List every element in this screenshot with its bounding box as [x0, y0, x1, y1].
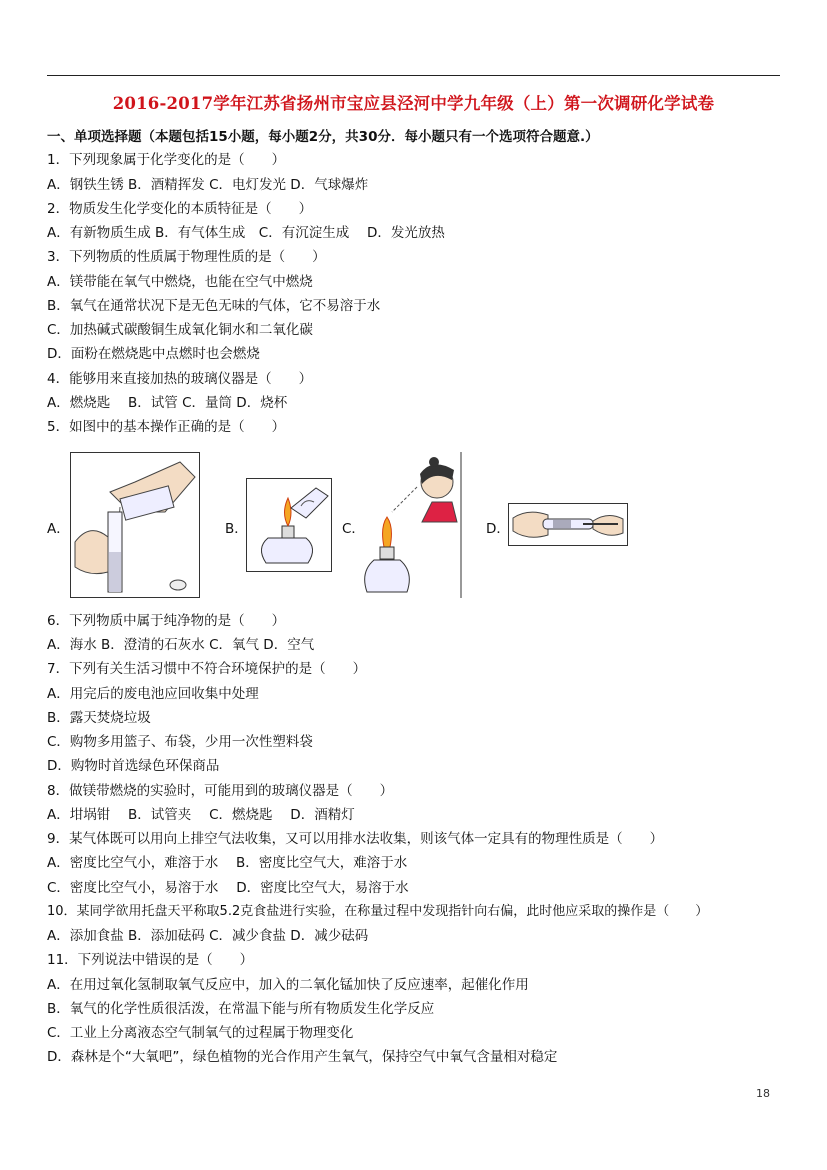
- question-line: 2．物质发生化学变化的本质特征是（ ）: [47, 201, 313, 217]
- question-line: A．燃烧匙 B．试管 C．量筒 D．烧杯: [47, 395, 288, 411]
- question-line: A．钢铁生锈 B．酒精挥发 C．电灯发光 D．气球爆炸: [47, 177, 369, 193]
- pouring-liquid-illustration: [70, 452, 200, 598]
- question-line: A．镁带能在氧气中燃烧，也能在空气中燃烧: [47, 274, 313, 290]
- question-line: 11．下列说法中错误的是（ ）: [47, 952, 254, 968]
- header-rule: [47, 75, 780, 76]
- question-line: A．用完后的废电池应回收集中处理: [47, 686, 259, 702]
- question-line: A．海水 B．澄清的石灰水 C．氧气 D．空气: [47, 637, 315, 653]
- question-line: D．面粉在燃烧匙中点燃时也会燃烧: [47, 346, 260, 362]
- question-line: C．购物多用篮子、布袋，少用一次性塑料袋: [47, 734, 313, 750]
- question-line: B．氧气的化学性质很活泼，在常温下能与所有物质发生化学反应: [47, 1001, 435, 1017]
- question-line: 7．下列有关生活习惯中不符合环境保护的是（ ）: [47, 661, 367, 677]
- question-line: 9．某气体既可以用向上排空气法收集，又可以用排水法收集，则该气体一定具有的物理性质是（ ）: [47, 831, 664, 847]
- question-line: C．加热碱式碳酸铜生成氧化铜水和二氧化碳: [47, 322, 313, 338]
- question-line: 5．如图中的基本操作正确的是（ ）: [47, 419, 286, 435]
- blowing-out-lamp-illustration: [362, 452, 462, 598]
- question-line: C．工业上分离液态空气制氧气的过程属于物理变化: [47, 1025, 354, 1041]
- question-line: 6．下列物质中属于纯净物的是（ ）: [47, 613, 286, 629]
- paper-title: 2016-2017学年江苏省扬州市宝应县泾河中学九年级（上）第一次调研化学试卷: [112, 94, 715, 113]
- figure-label-b: B．: [225, 521, 248, 537]
- question-line: D．购物时首选绿色环保商品: [47, 758, 220, 774]
- question-line: D．森林是个“大氧吧”，绿色植物的光合作用产生氧气，保持空气中氧气含量相对稳定: [47, 1049, 558, 1065]
- question-line: A．在用过氧化氢制取氧气反应中，加入的二氧化锰加快了反应速率，起催化作用: [47, 977, 529, 993]
- section-heading: 一、单项选择题（本题包括15小题，每小题2分，共30分．每小题只有一个选项符合题意.）: [47, 129, 599, 145]
- question-line: C．密度比空气小，易溶于水 D．密度比空气大，易溶于水: [47, 880, 409, 896]
- question-line: A．添加食盐 B．添加砝码 C．减少食盐 D．减少砝码: [47, 928, 369, 944]
- figure-label-d: D．: [486, 521, 510, 537]
- question-line: A．密度比空气小，难溶于水 B．密度比空气大，难溶于水: [47, 855, 408, 871]
- figure-label-a: A．: [47, 521, 70, 537]
- test-tube-holding-illustration: [508, 503, 628, 546]
- question-line: 4．能够用来直接加热的玻璃仪器是（ ）: [47, 371, 313, 387]
- question-line: 1．下列现象属于化学变化的是（ ）: [47, 152, 286, 168]
- question-line: 3．下列物质的性质属于物理性质的是（ ）: [47, 249, 326, 265]
- lighting-lamp-illustration: [246, 478, 332, 572]
- question-line: B．露天焚烧垃圾: [47, 710, 151, 726]
- question-line: B．氧气在通常状况下是无色无味的气体，它不易溶于水: [47, 298, 381, 314]
- question-line: A．坩埚钳 B．试管夹 C．燃烧匙 D．酒精灯: [47, 807, 355, 823]
- question-line: 10．某同学欲用托盘天平称取5.2克食盐进行实验，在称量过程中发现指针向右偏，此时他应采取的操作是（ ）: [47, 904, 709, 919]
- page-number: 18: [756, 1087, 770, 1100]
- figure-label-c: C．: [342, 521, 365, 537]
- question-line: A．有新物质生成 B．有气体生成 C．有沉淀生成 D．发光放热: [47, 225, 445, 241]
- question-line: 8．做镁带燃烧的实验时，可能用到的玻璃仪器是（ ）: [47, 783, 394, 799]
